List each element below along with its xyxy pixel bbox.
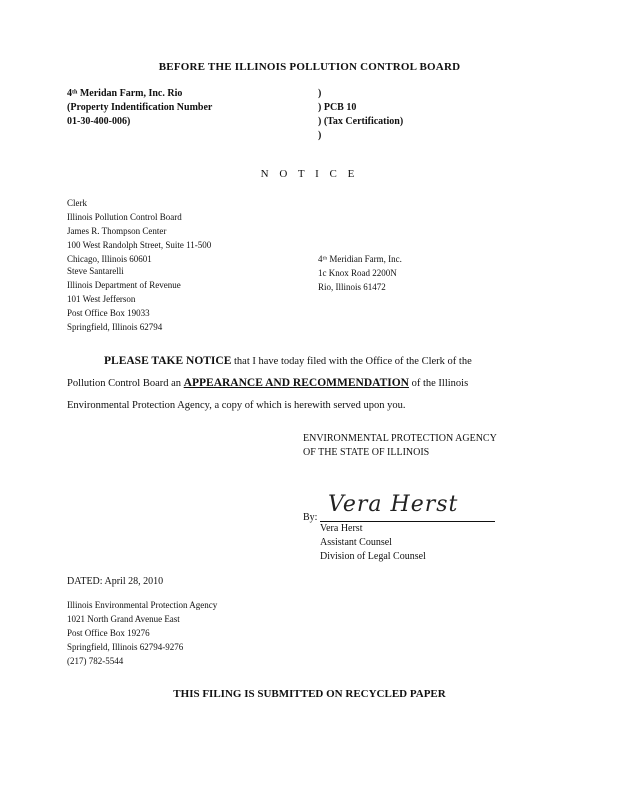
caption-right-line: ) PCB 10 bbox=[318, 102, 357, 113]
caption-left bbox=[67, 87, 212, 129]
document-heading: BEFORE THE ILLINOIS POLLUTION CONTROL BOARD bbox=[158, 61, 461, 73]
address-line: Rio, Illinois 61472 bbox=[318, 282, 386, 292]
address-line: James R. Thompson Center bbox=[67, 226, 167, 236]
address-line: Illinois Environmental Protection Agency bbox=[67, 600, 218, 610]
address-line: 1c Knox Road 2200N bbox=[318, 268, 397, 278]
address-line: 4ᵗʰ Meridian Farm, Inc. bbox=[318, 254, 402, 264]
caption-left-line: 01-30-400-006) bbox=[67, 116, 131, 127]
body-line-2 bbox=[67, 377, 468, 389]
signer-line: Vera Herst bbox=[320, 523, 363, 534]
address-line: Illinois Department of Revenue bbox=[67, 280, 181, 290]
body-text: of the Illinois bbox=[408, 378, 469, 389]
body-text: Pollution Control Board an bbox=[67, 378, 184, 389]
clerk-address bbox=[67, 196, 211, 266]
notice-lead: PLEASE TAKE NOTICE bbox=[104, 355, 232, 367]
by-label: By: bbox=[303, 512, 318, 523]
agency-line: ENVIRONMENTAL PROTECTION AGENCY bbox=[303, 433, 497, 444]
address-line: Chicago, Illinois 60601 bbox=[67, 254, 152, 264]
address-line: Clerk bbox=[67, 198, 87, 208]
address-line: (217) 782-5544 bbox=[67, 656, 124, 666]
agency-line: OF THE STATE OF ILLINOIS bbox=[303, 447, 430, 458]
filed-document-title: APPEARANCE AND RECOMMENDATION bbox=[183, 377, 409, 389]
agency-name bbox=[303, 432, 497, 460]
address-line: Steve Santarelli bbox=[67, 266, 124, 276]
address-line: Springfield, Illinois 62794-9276 bbox=[67, 642, 184, 652]
signer-block bbox=[320, 522, 426, 564]
notice-title: N O T I C E bbox=[260, 168, 359, 180]
address-line: Springfield, Illinois 62794 bbox=[67, 322, 163, 332]
signer-line: Division of Legal Counsel bbox=[320, 551, 426, 562]
address-line: 100 West Randolph Street, Suite 11-500 bbox=[67, 240, 212, 250]
address-line: Illinois Pollution Control Board bbox=[67, 212, 182, 222]
signer-line: Assistant Counsel bbox=[320, 537, 392, 548]
body-line-1 bbox=[104, 355, 472, 367]
address-line: Post Office Box 19276 bbox=[67, 628, 150, 638]
caption-right-line: ) bbox=[318, 130, 322, 141]
revenue-address bbox=[67, 264, 181, 334]
caption-left-line: 4ᵗʰ Meridan Farm, Inc. Rio bbox=[67, 88, 183, 99]
body-line-3: Environmental Protection Agency, a copy of which is herewith served upon you. bbox=[67, 400, 406, 411]
recycled-paper-footer: THIS FILING IS SUBMITTED ON RECYCLED PAPER bbox=[173, 688, 446, 700]
address-line: 101 West Jefferson bbox=[67, 294, 136, 304]
caption-left-line: (Property Indentification Number bbox=[67, 102, 213, 113]
body-text: that I have today filed with the Office of the Clerk of the bbox=[231, 356, 472, 367]
agency-address bbox=[67, 598, 217, 668]
caption-right bbox=[318, 87, 403, 143]
date-line: DATED: April 28, 2010 bbox=[67, 576, 164, 587]
handwritten-signature: Vera Herst bbox=[328, 492, 459, 517]
address-line: Post Office Box 19033 bbox=[67, 308, 150, 318]
caption-right-line: ) (Tax Certification) bbox=[318, 116, 404, 127]
address-line: 1021 North Grand Avenue East bbox=[67, 614, 180, 624]
caption-right-line: ) bbox=[318, 88, 322, 99]
owner-address bbox=[318, 252, 402, 294]
